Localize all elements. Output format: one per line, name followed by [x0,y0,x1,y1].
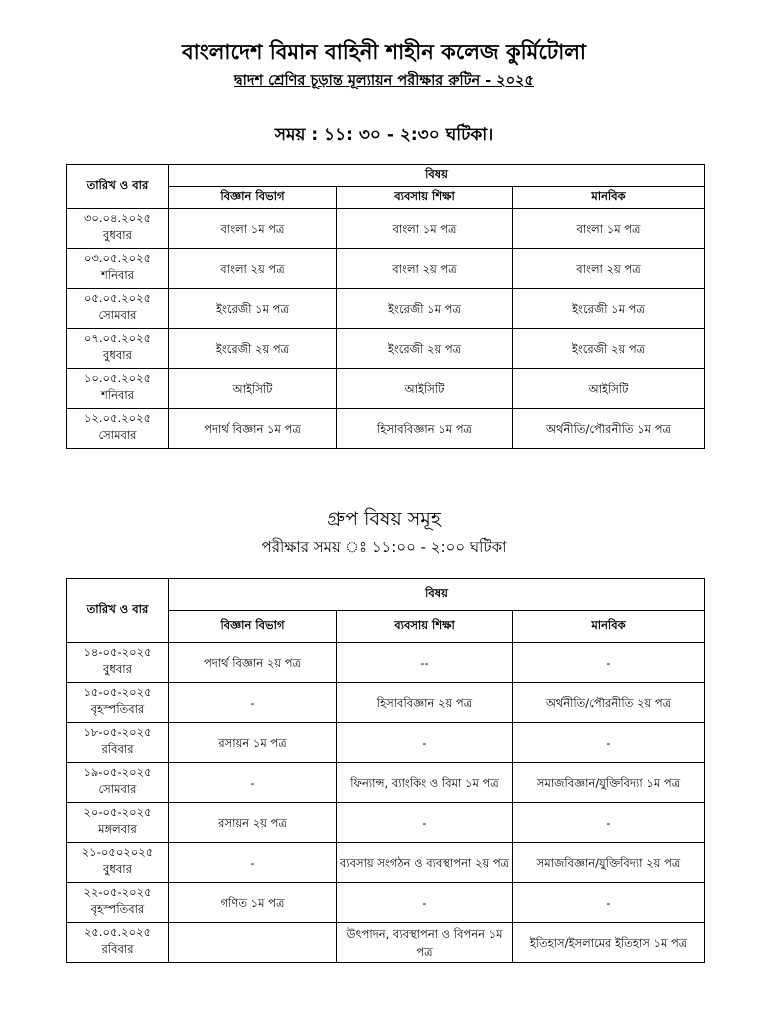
humanities-subject-cell: - [513,883,705,923]
humanities-subject-cell: অর্থনীতি/পৌরনীতি ২য় পত্র [513,683,705,723]
humanities-subject-cell: আইসিটি [513,369,705,409]
date-day-header: তারিখ ও বার [67,579,169,643]
exam-date: ২০-০৫-২০২৫ [83,805,152,819]
science-subject-cell: আইসিটি [169,369,337,409]
table-row [67,409,705,449]
business-subject-cell: -- [337,643,513,683]
table-row [67,843,705,883]
humanities-subject-cell: ইতিহাস/ইসলামের ইতিহাস ১ম পত্র [513,923,705,963]
science-subject-cell [169,923,337,963]
date-cell [67,883,169,923]
exam-day: সোমবার [98,428,137,442]
exam-day: শনিবার [100,388,135,402]
exam-day: সোমবার [98,782,137,796]
science-subject-cell: বাংলা ১ম পত্র [169,209,337,249]
science-subject-cell: - [169,843,337,883]
exam-date: ১২.০৫.২০২৫ [83,411,152,425]
exam-date: ০৩.০৫.২০২৫ [83,251,152,265]
business-subject-cell: ব্যবসায় সংগঠন ও ব্যবস্থাপনা ২য় পত্র [337,843,513,883]
humanities-subject-cell: সমাজবিজ্ঞান/যুক্তিবিদ্যা ২য় পত্র [513,843,705,883]
exam-day: বুধবার [103,662,132,676]
subject-header: বিষয় [169,579,705,611]
humanities-subject-cell: - [513,643,705,683]
humanities-subject-cell: ইংরেজী ২য় পত্র [513,329,705,369]
table-row [67,883,705,923]
science-subject-cell: বাংলা ২য় পত্র [169,249,337,289]
humanities-subject-cell: বাংলা ২য় পত্র [513,249,705,289]
date-cell [67,369,169,409]
table-body [67,643,705,963]
table-row [67,369,705,409]
science-subject-cell: - [169,683,337,723]
business-subject-cell: উৎপাদন, ব্যবস্থাপনা ও বিপনন ১ম পত্র [337,923,513,963]
date-cell [67,723,169,763]
humanities-subject-cell: - [513,723,705,763]
science-subject-cell: গণিত ১ম পত্র [169,883,337,923]
exam-day: বুধবার [103,348,132,362]
table-row [67,289,705,329]
date-cell [67,209,169,249]
science-subject-cell: ইংরেজী ২য় পত্র [169,329,337,369]
business-subject-cell: ইংরেজী ২য় পত্র [337,329,513,369]
column-science: বিজ্ঞান বিভাগ [169,187,337,209]
exam-date: ২৫.০৫.২০২৫ [83,925,152,939]
business-subject-cell: ইংরেজী ১ম পত্র [337,289,513,329]
science-subject-cell: রসায়ন ১ম পত্র [169,723,337,763]
exam-day: বুধবার [103,862,132,876]
business-subject-cell: - [337,883,513,923]
business-subject-cell: বাংলা ১ম পত্র [337,209,513,249]
science-subject-cell: - [169,763,337,803]
date-cell [67,803,169,843]
date-cell [67,763,169,803]
exam-day: মঙ্গলবার [98,822,137,836]
routine-title-text: দ্বাদশ শ্রেণির চূড়ান্ত মূল্যায়ন পরীক্ষার রুটিন - ২০২৫ [234,73,534,89]
table-row [67,683,705,723]
science-subject-cell: পদার্থ বিজ্ঞান ২য় পত্র [169,643,337,683]
exam-day: বৃহস্পতিবার [90,702,145,716]
column-science: বিজ্ঞান বিভাগ [169,611,337,643]
table-row [67,209,705,249]
business-subject-cell: - [337,723,513,763]
subject-header: বিষয় [169,165,705,187]
business-subject-cell: ফিন্যান্স, ব্যাংকিং ও বিমা ১ম পত্র [337,763,513,803]
table-row [67,329,705,369]
exam-date: ২১-০৫০২০২৫ [81,845,154,859]
exam-day: রবিবার [101,942,134,956]
date-cell [67,643,169,683]
table-row [67,249,705,289]
routine-table-group [66,578,705,963]
table-body [67,209,705,449]
exam-date: ১৮-০৫-২০২৫ [83,725,152,739]
science-subject-cell: পদার্থ বিজ্ঞান ১ম পত্র [169,409,337,449]
humanities-subject-cell: সমাজবিজ্ঞান/যুক্তিবিদ্যা ১ম পত্র [513,763,705,803]
business-subject-cell: - [337,803,513,843]
table-row [67,723,705,763]
column-business: ব্যবসায় শিক্ষা [337,611,513,643]
exam-date: ১৫-০৫-২০২৫ [83,685,152,699]
date-cell [67,249,169,289]
exam-date: ১০.০৫.২০২৫ [83,371,152,385]
table-row [67,643,705,683]
date-cell [67,289,169,329]
group-subjects-heading: গ্রুপ বিষয় সমূহ [327,508,441,530]
exam-date: ০৫.০৫.২০২৫ [83,291,152,305]
college-name: বাংলাদেশ বিমান বাহিনী শাহীন কলেজ কুর্মিটোলা [181,40,587,64]
exam-day: শনিবার [100,268,135,282]
date-cell [67,923,169,963]
business-subject-cell: হিসাববিজ্ঞান ২য় পত্র [337,683,513,723]
exam-time-group: পরীক্ষার সময় ঃ ১১:০০ - ২:০০ ঘটিকা [261,538,507,556]
date-cell [67,329,169,369]
exam-date: ১৪-০৫-২০২৫ [83,645,152,659]
science-subject-cell: ইংরেজী ১ম পত্র [169,289,337,329]
column-humanities: মানবিক [513,187,705,209]
humanities-subject-cell: ইংরেজী ১ম পত্র [513,289,705,329]
business-subject-cell: হিসাববিজ্ঞান ১ম পত্র [337,409,513,449]
column-humanities: মানবিক [513,611,705,643]
exam-day: সোমবার [98,308,137,322]
exam-date: ০৭.০৫.২০২৫ [83,331,152,345]
date-day-header: তারিখ ও বার [67,165,169,209]
column-business: ব্যবসায় শিক্ষা [337,187,513,209]
routine-title [0,70,768,94]
exam-day: বুধবার [103,228,132,242]
business-subject-cell: বাংলা ২য় পত্র [337,249,513,289]
humanities-subject-cell: বাংলা ১ম পত্র [513,209,705,249]
routine-table-main [66,164,705,449]
business-subject-cell: আইসিটি [337,369,513,409]
table-row [67,923,705,963]
humanities-subject-cell: - [513,803,705,843]
table-row [67,803,705,843]
exam-day: বৃহস্পতিবার [90,902,145,916]
exam-date: ২২-০৫-২০২৫ [83,885,152,899]
date-cell [67,683,169,723]
exam-date: ১৯-০৫-২০২৫ [83,765,152,779]
exam-time-main: সময় : ১১: ৩০ - ২:৩০ ঘটিকা। [274,125,494,145]
table-row [67,763,705,803]
humanities-subject-cell: অর্থনীতি/পৌরনীতি ১ম পত্র [513,409,705,449]
date-cell [67,843,169,883]
science-subject-cell: রসায়ন ২য় পত্র [169,803,337,843]
date-cell [67,409,169,449]
exam-date: ৩০.০৪.২০২৫ [83,211,152,225]
exam-day: রবিবার [101,742,134,756]
